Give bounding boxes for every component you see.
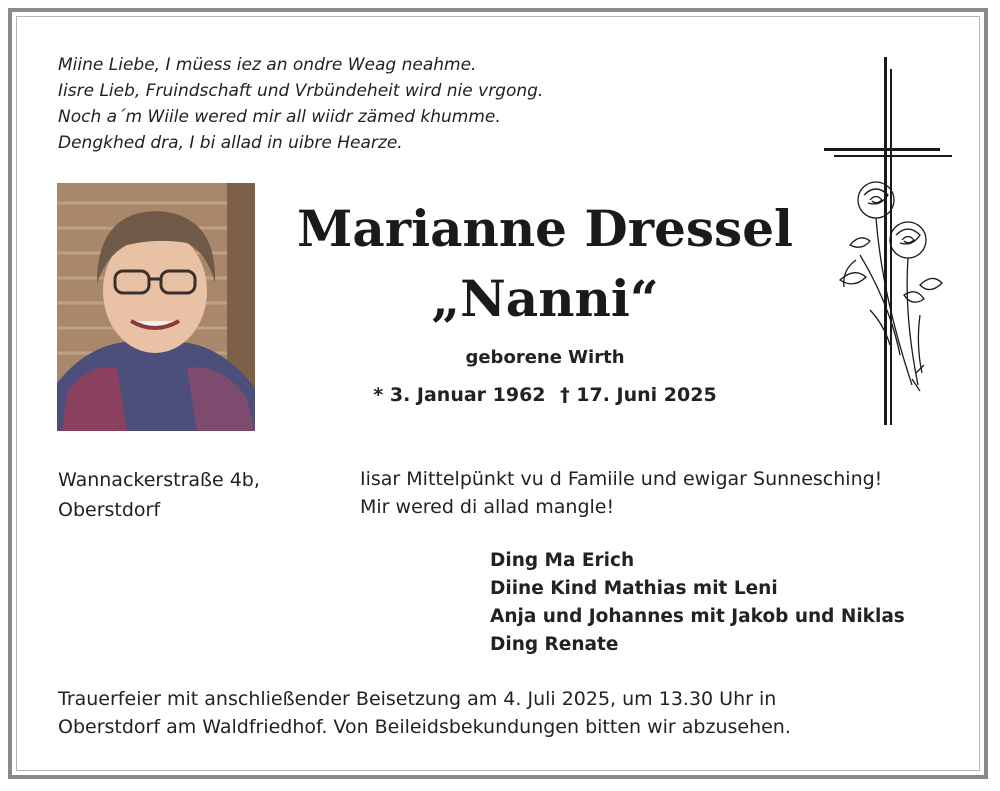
birth-date: * 3. Januar 1962	[373, 384, 546, 406]
funeral-line: Oberstdorf am Waldfriedhof. Von Beileidsbekundungen bitten wir abzusehen.	[58, 716, 791, 738]
poem	[58, 52, 543, 156]
address-line: Oberstdorf	[58, 499, 161, 521]
family-member: Ding Renate	[490, 634, 619, 655]
family-member: Diine Kind Mathias mit Leni	[490, 578, 778, 599]
family-member: Anja und Johannes mit Jakob und Niklas	[490, 606, 905, 627]
tribute	[360, 465, 882, 521]
poem-line: Miine Liebe, I müess iez an ondre Weag neahme.	[58, 55, 477, 75]
portrait-photo	[57, 183, 255, 431]
funeral-line: Trauerfeier mit anschließender Beisetzung am 4. Juli 2025, um 13.30 Uhr in	[58, 688, 777, 710]
life-dates	[270, 384, 820, 406]
family-list	[490, 547, 905, 659]
deceased-name: Marianne Dressel	[296, 199, 794, 258]
address	[58, 465, 260, 525]
deceased-nickname: „Nanni“	[431, 269, 659, 328]
tribute-line: Iisar Mittelpünkt vu d Famiile und ewigar Sunnesching!	[360, 468, 883, 490]
death-date: † 17. Juni 2025	[560, 384, 717, 406]
family-member: Ding Ma Erich	[490, 550, 635, 571]
address-line: Wannackerstraße 4b,	[58, 469, 260, 491]
cross-with-roses-icon	[820, 55, 960, 427]
tribute-line: Mir wered di allad mangle!	[360, 496, 615, 518]
maiden-name: geborene Wirth	[465, 347, 625, 368]
poem-line: Noch a´m Wiile wered mir all wiidr zämed khumme.	[58, 107, 501, 127]
poem-line: Iisre Lieb, Fruindschaft und Vrbündeheit wird nie vrgong.	[58, 81, 544, 101]
funeral-notice	[58, 685, 791, 741]
poem-line: Dengkhed dra, I bi allad in uibre Hearze.	[58, 133, 403, 153]
